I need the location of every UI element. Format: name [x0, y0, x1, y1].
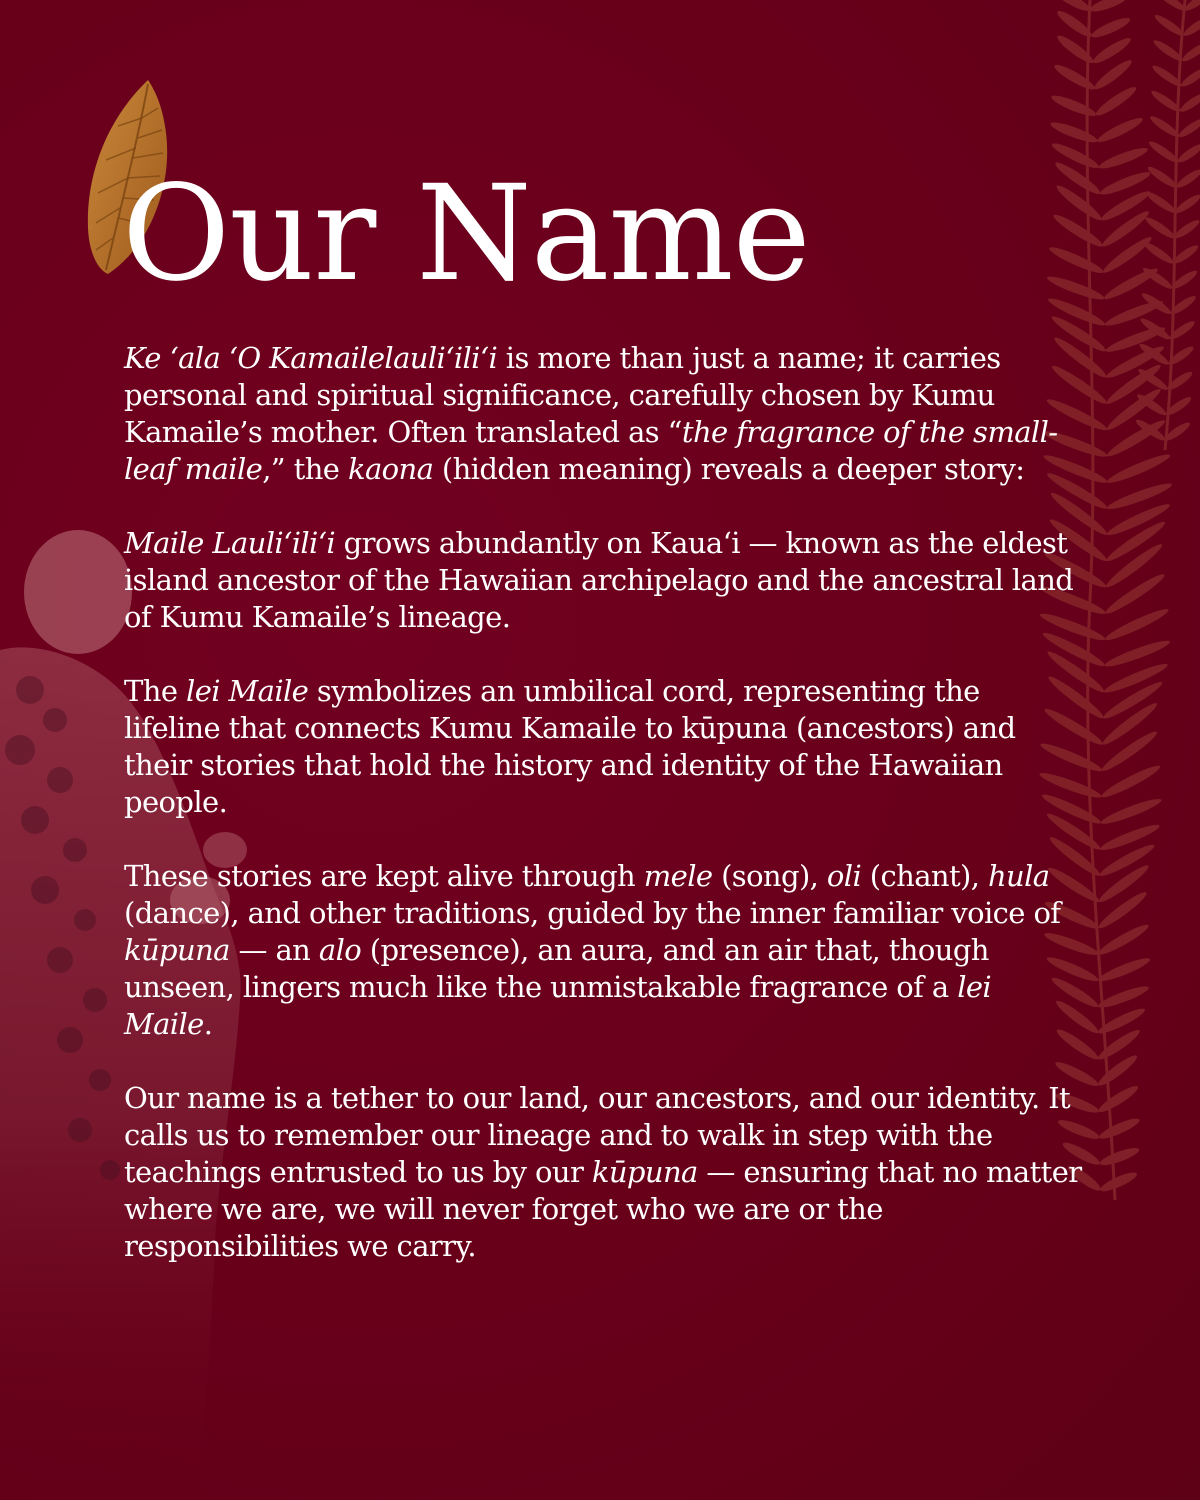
italic-text: Ke ʻala ʻO Kamailelauliʻiliʻi: [124, 341, 498, 375]
text-segment: (song),: [712, 859, 827, 893]
text-segment: grows abundantly on Kauaʻi — known as the eldest island ancestor of the Hawaiian archipelago and the ancestral land of Kumu Kamaile’s lineage.: [124, 526, 1082, 634]
italic-text: hula: [987, 859, 1050, 893]
italic-text: alo: [318, 933, 362, 967]
text-segment: symbolizes an umbilical cord, representing the lifeline that connects Kumu Kamaile to kūpuna (ancestors) and their stories that hold the history and identity of the Hawaiian people.: [124, 674, 1025, 819]
text-segment: is more than just a name; it carries personal and spiritual significance, carefully chosen by Kumu Kamaile’s mother. Often translated as “: [124, 341, 1010, 449]
text-segment: ,” the: [262, 452, 348, 486]
text-segment: (chant),: [861, 859, 988, 893]
text-segment: — an: [229, 933, 319, 967]
body-paragraph: [124, 340, 1084, 488]
body-paragraph: [124, 858, 1084, 1043]
body-paragraph: [124, 525, 1084, 636]
text-segment: (hidden meaning) reveals a deeper story:: [433, 452, 1025, 486]
italic-text: lei Maile: [186, 674, 309, 708]
italic-text: the fragrance of the small-leaf maile: [124, 415, 1058, 486]
text-segment: — ensuring that no matter where we are, we will never forget who we are or the responsibilities we carry.: [124, 1155, 1091, 1263]
italic-text: mele: [643, 859, 713, 893]
italic-text: Maile Lauliʻiliʻi: [124, 526, 336, 560]
body-paragraph: [124, 673, 1084, 821]
body-paragraph: [124, 1080, 1091, 1265]
text-segment: .: [203, 1007, 213, 1041]
text-segment: The: [124, 674, 187, 708]
italic-text: kūpuna: [591, 1155, 698, 1189]
italic-text: oli: [826, 859, 862, 893]
italic-text: kūpuna: [124, 933, 230, 967]
text-segment: Our name is a tether to our land, our ancestors, and our identity. It calls us to remember our lineage and to walk in step with the teachings entrusted to us by our: [124, 1081, 1079, 1189]
text-segment: (presence), an aura, and an air that, though unseen, lingers much like the unmistakable fragrance of a: [124, 933, 998, 1004]
italic-text: lei Maile: [124, 970, 1000, 1041]
body-text: [124, 340, 1091, 1302]
text-segment: These stories are kept alive through: [124, 859, 644, 893]
italic-text: kaona: [347, 452, 434, 486]
text-segment: (dance), and other traditions, guided by the inner familiar voice of: [124, 859, 1070, 930]
page-title: Our Name: [122, 157, 810, 311]
